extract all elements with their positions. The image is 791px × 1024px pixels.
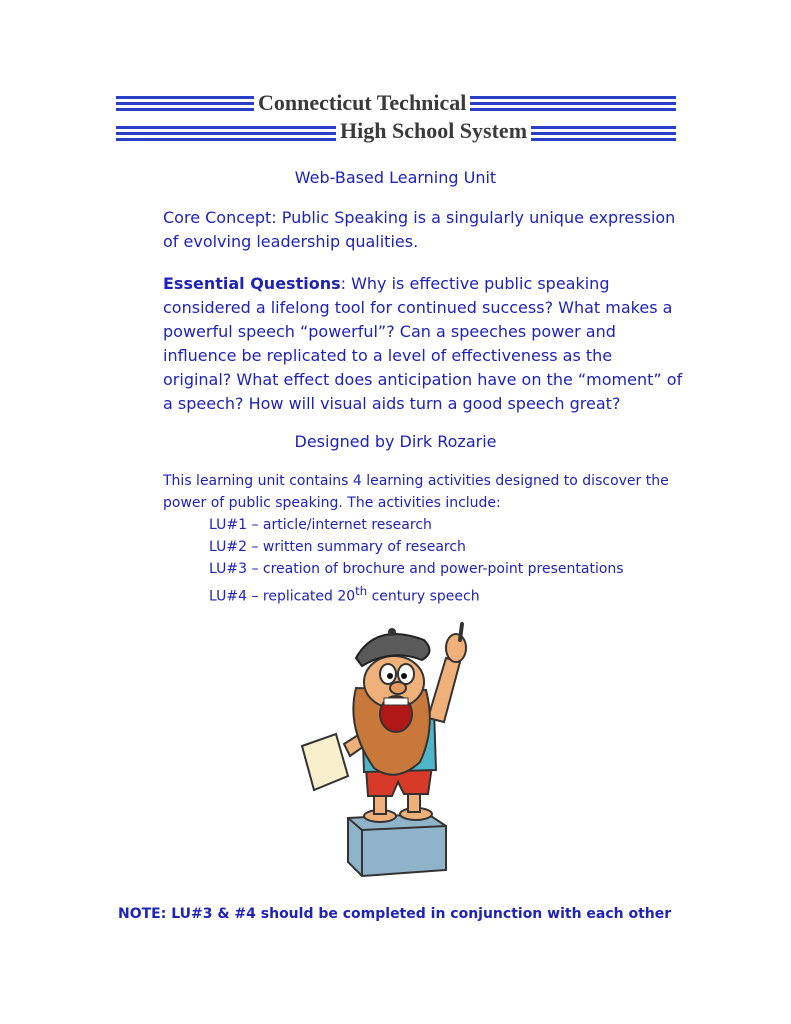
unit-title: Web-Based Learning Unit	[294, 168, 497, 187]
activity-list	[163, 514, 683, 608]
activity-item: LU#2 – written summary of research	[209, 539, 466, 555]
activity4-text: LU#4 – replicated 20	[209, 588, 356, 605]
speaker-cartoon-illustration	[296, 618, 496, 880]
activity4-text-end: century speech	[367, 588, 480, 605]
essential-questions	[163, 272, 683, 416]
essential-questions-text: : Why is effective public speaking considered a lifelong tool for continued success? What makes a powerful speech “powerful”? Can a speeches power and influence be replicated to a level of effectiveness as the original? What effect does anticipation have on the “moment” of a speech? How will visual aids turn a good speech great?	[163, 274, 683, 413]
header-title-line2: High School System	[336, 118, 531, 144]
activity-item: LU#3 – creation of brochure and power-point presentations	[209, 561, 624, 577]
activity4-superscript: th	[355, 584, 368, 598]
intro-text: This learning unit contains 4 learning activities designed to discover the power of public speaking. The activities include:	[163, 473, 669, 511]
completion-note: NOTE: LU#3 & #4 should be completed in conjunction with each other	[118, 906, 672, 922]
activities-section	[163, 470, 683, 608]
essential-questions-label: Essential Questions	[163, 274, 341, 293]
school-logo-header	[116, 88, 676, 148]
core-concept: Core Concept: Public Speaking is a singularly unique expression of evolving leadership qualities.	[163, 208, 676, 251]
header-title-line1: Connecticut Technical	[254, 90, 470, 116]
activity-item: LU#1 – article/internet research	[209, 517, 432, 533]
activity-item	[209, 580, 683, 608]
designer-credit: Designed by Dirk Rozarie	[294, 432, 497, 451]
